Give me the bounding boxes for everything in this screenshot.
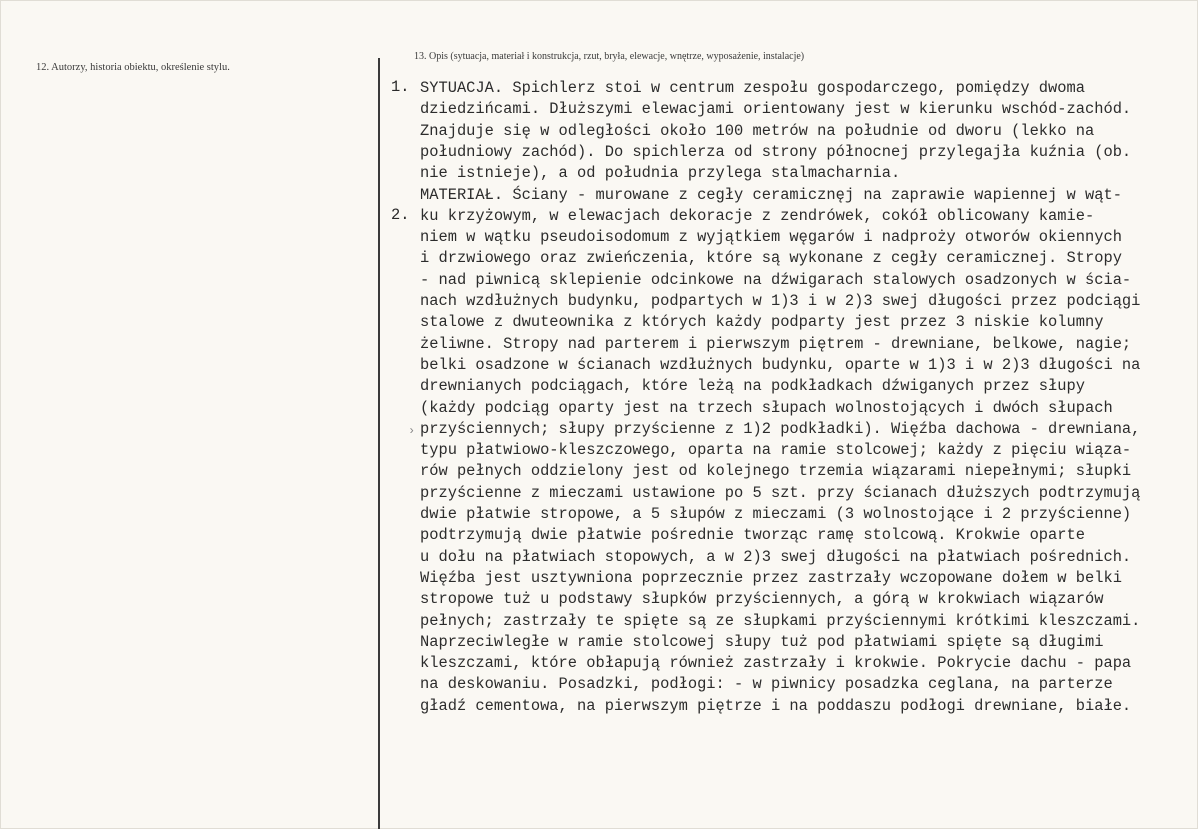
- left-column-heading: 12. Autorzy, historia obiektu, określenie stylu.: [36, 62, 230, 73]
- text-line: Znajduje się w odległości około 100 metrów na południe od dworu (lekko na: [420, 121, 1095, 140]
- text-line: - nad piwnicą sklepienie odcinkowe na dźwigarach stalowych osadzonych w ścia-: [420, 270, 1132, 289]
- text-line: i drzwiowego oraz zwieńczenia, które są wykonane z cegły ceramicznej. Stropy: [420, 249, 1122, 268]
- text-line: żeliwne. Stropy nad parterem i pierwszym piętrem - drewniane, belkowe, nagie;: [420, 334, 1132, 353]
- text-line: SYTUACJA. Spichlerz stoi w centrum zespołu gospodarczego, pomiędzy dwoma: [420, 79, 1085, 97]
- text-line: typu płatwiowo-kleszczowego, oparta na ramie stolcowej; każdy z pięciu wiąza-: [420, 441, 1132, 460]
- text-line: nach wzdłużnych budynku, podpartych w 1)3 i w 2)3 swej długości przez podciągi: [420, 292, 1141, 310]
- column-divider: [378, 58, 380, 829]
- text-line: pełnych; zastrzały te spięte są ze słupkami przyściennymi krótkimi kleszczami.: [420, 611, 1141, 630]
- text-line: stalowe z dwuteownika z których każdy podparty jest przez 3 niskie kolumny: [420, 313, 1104, 332]
- text-line: (każdy podciąg oparty jest na trzech słupach wolnostojących i dwóch słupach: [420, 398, 1113, 417]
- section-number-2: 2.: [391, 206, 410, 224]
- text-line: przyściennych; słupy przyścienne z 1)2 podkładki). Więźba dachowa - drewniana,: [420, 419, 1141, 438]
- text-line: nie istnieje), a od południa przylega stalmacharnia.: [420, 164, 901, 183]
- margin-mark: ›: [408, 424, 416, 438]
- text-line: Więźba jest usztywniona poprzecznie przez zastrzały wczopowane dołem w belki: [420, 568, 1122, 587]
- text-line: podtrzymują dwie płatwie pośrednie tworząc ramę stolcową. Krokwie oparte: [420, 526, 1085, 545]
- text-line: MATERIAŁ. Ściany - murowane z cegły ceramicznęj na zaprawie wapiennej w wąt-: [420, 185, 1122, 204]
- text-line: stropowe tuż u podstawy słupków przyściennych, a górą w krokwiach wiązarów: [420, 590, 1104, 609]
- text-line: gładź cementowa, na pierwszym piętrze i na poddaszu podłogi drewniane, białe.: [420, 696, 1132, 715]
- text-line: belki osadzone w ścianach wzdłużnych budynku, oparte w 1)3 i w 2)3 długości na: [420, 355, 1141, 374]
- text-line: ku krzyżowym, w elewacjach dekoracje z zendrówek, cokół oblicowany kamie-: [420, 206, 1095, 225]
- text-line: Naprzeciwległe w ramie stolcowej słupy tuż pod płatwiami spięte są długimi: [420, 632, 1104, 651]
- text-line: południowy zachód). Do spichlerza od strony północnej przylegajła kuźnia (ob.: [420, 142, 1132, 161]
- left-column: [0, 0, 378, 829]
- text-line: dziedzińcami. Dłuższymi elewacjami orientowany jest w kierunku wschód-zachód.: [420, 100, 1132, 119]
- text-line: dwie płatwie stropowe, a 5 słupów z mieczami (3 wolnostojące i 2 przyścienne): [420, 505, 1132, 523]
- text-line: u dołu na płatwiach stopowych, a w 2)3 swej długości na płatwiach pośrednich.: [420, 547, 1132, 566]
- text-line: rów pełnych oddzielony jest od kolejnego trzemia wiązarami niepełnymi; słupki: [420, 462, 1132, 481]
- text-line: kleszczami, które obłapują również zastrzały i krokwie. Pokrycie dachu - papa: [420, 654, 1132, 673]
- right-column-heading: 13. Opis (sytuacja, materiał i konstrukcja, rzut, bryła, elewacje, wnętrze, wyposażenie, instalacje): [414, 51, 805, 62]
- section-number-1: 1.: [391, 78, 410, 96]
- text-line: przyścienne z mieczami ustawione po 5 szt. przy ścianach dłuższych podtrzymują: [420, 483, 1141, 502]
- text-line: drewnianych podciągach, które leżą na podkładkach dźwiganych przez słupy: [420, 377, 1085, 396]
- text-line: na deskowaniu. Posadzki, podłogi: - w piwnicy posadzka ceglana, na parterze: [420, 675, 1113, 694]
- text-line: niem w wątku pseudoisodomum z wyjątkiem węgarów i nadproży otworów okiennych: [420, 228, 1122, 247]
